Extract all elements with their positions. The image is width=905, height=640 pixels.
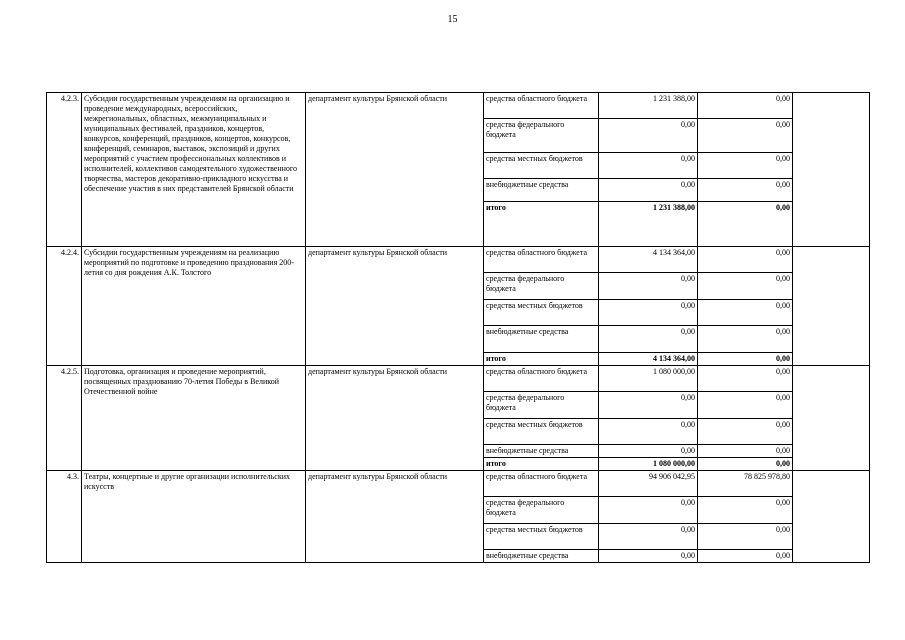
item-executor: департамент культуры Брянской области <box>306 471 484 563</box>
amount-2: 0,00 <box>698 300 793 326</box>
funding-source: средства областного бюджета <box>484 247 599 273</box>
amount-1: 0,00 <box>599 524 698 550</box>
amount-2: 0,00 <box>698 119 793 153</box>
amount-1: 1 231 388,00 <box>599 93 698 119</box>
funding-source: средства федерального бюджета <box>484 497 599 524</box>
amount-1: 0,00 <box>599 497 698 524</box>
amount-2: 0,00 <box>698 419 793 445</box>
amount-1: 0,00 <box>599 419 698 445</box>
funding-source: средства областного бюджета <box>484 93 599 119</box>
amount-1: 0,00 <box>599 300 698 326</box>
funding-source: внебюджетные средства <box>484 179 599 202</box>
amount-1: 94 906 042,95 <box>599 471 698 497</box>
funding-source: внебюджетные средства <box>484 550 599 563</box>
amount-2: 0,00 <box>698 524 793 550</box>
item-code: 4.2.5. <box>47 366 82 471</box>
amount-2: 0,00 <box>698 366 793 392</box>
empty-cell <box>793 247 870 366</box>
amount-2: 0,00 <box>698 93 793 119</box>
item-executor: департамент культуры Брянской области <box>306 247 484 366</box>
item-description: Театры, концертные и другие организации исполнительских искусств <box>82 471 306 563</box>
total-amount-2: 0,00 <box>698 458 793 471</box>
amount-2: 0,00 <box>698 153 793 179</box>
amount-2: 0,00 <box>698 497 793 524</box>
total-amount-1: 4 134 364,00 <box>599 353 698 366</box>
funding-source: средства областного бюджета <box>484 471 599 497</box>
empty-cell <box>793 366 870 471</box>
amount-2: 0,00 <box>698 179 793 202</box>
amount-2: 78 825 978,80 <box>698 471 793 497</box>
amount-2: 0,00 <box>698 445 793 458</box>
amount-1: 1 080 000,00 <box>599 366 698 392</box>
item-description: Субсидии государственным учреждениям на реализацию мероприятий по подготовке и проведению празднования 200-летия со дня рождения А.К. Толстого <box>82 247 306 366</box>
table-row <box>47 471 870 497</box>
funding-source: средства местных бюджетов <box>484 524 599 550</box>
funding-source: внебюджетные средства <box>484 326 599 353</box>
amount-1: 0,00 <box>599 550 698 563</box>
total-label: итого <box>484 353 599 366</box>
amount-2: 0,00 <box>698 550 793 563</box>
funding-source: средства областного бюджета <box>484 366 599 392</box>
amount-1: 0,00 <box>599 273 698 300</box>
total-label: итого <box>484 458 599 471</box>
funding-source: средства местных бюджетов <box>484 153 599 179</box>
funding-source: средства федерального бюджета <box>484 392 599 419</box>
item-code: 4.3. <box>47 471 82 563</box>
total-amount-1: 1 231 388,00 <box>599 202 698 247</box>
table-row <box>47 366 870 392</box>
amount-1: 0,00 <box>599 392 698 419</box>
amount-1: 0,00 <box>599 119 698 153</box>
item-executor: департамент культуры Брянской области <box>306 366 484 471</box>
amount-1: 4 134 364,00 <box>599 247 698 273</box>
total-amount-2: 0,00 <box>698 353 793 366</box>
total-amount-1: 1 080 000,00 <box>599 458 698 471</box>
item-executor: департамент культуры Брянской области <box>306 93 484 247</box>
empty-cell <box>793 471 870 563</box>
funding-source: средства местных бюджетов <box>484 419 599 445</box>
funding-source: средства федерального бюджета <box>484 273 599 300</box>
budget-table <box>46 92 870 563</box>
amount-1: 0,00 <box>599 326 698 353</box>
item-description: Субсидии государственным учреждениям на организацию и проведение международных, всероссийских, межрегиональных, областных, межмуниципальных и муниципальных фестивалей, праздников, концертов, конкурсов, конференций, праздников, концертов, конкурсов, конференций, семинаров, выставок, экспозиций и других мероприятий с участием профессиональных коллективов и исполнителей, коллективов самодеятельного художественного творчества, мастеров декоративно-прикладного искусства и обеспечение участия в них представителей Брянской области <box>82 93 306 247</box>
page-number: 15 <box>447 14 458 25</box>
amount-1: 0,00 <box>599 179 698 202</box>
total-label: итого <box>484 202 599 247</box>
amount-1: 0,00 <box>599 445 698 458</box>
total-amount-2: 0,00 <box>698 202 793 247</box>
item-code: 4.2.4. <box>47 247 82 366</box>
amount-2: 0,00 <box>698 247 793 273</box>
funding-source: средства местных бюджетов <box>484 300 599 326</box>
funding-source: внебюджетные средства <box>484 445 599 458</box>
amount-2: 0,00 <box>698 392 793 419</box>
amount-2: 0,00 <box>698 273 793 300</box>
empty-cell <box>793 93 870 247</box>
amount-1: 0,00 <box>599 153 698 179</box>
item-code: 4.2.3. <box>47 93 82 247</box>
funding-source: средства федерального бюджета <box>484 119 599 153</box>
item-description: Подготовка, организация и проведение мероприятий, посвященных празднованию 70-летия Победы в Великой Отечественной войне <box>82 366 306 471</box>
table-row <box>47 93 870 119</box>
amount-2: 0,00 <box>698 326 793 353</box>
table-row <box>47 247 870 273</box>
